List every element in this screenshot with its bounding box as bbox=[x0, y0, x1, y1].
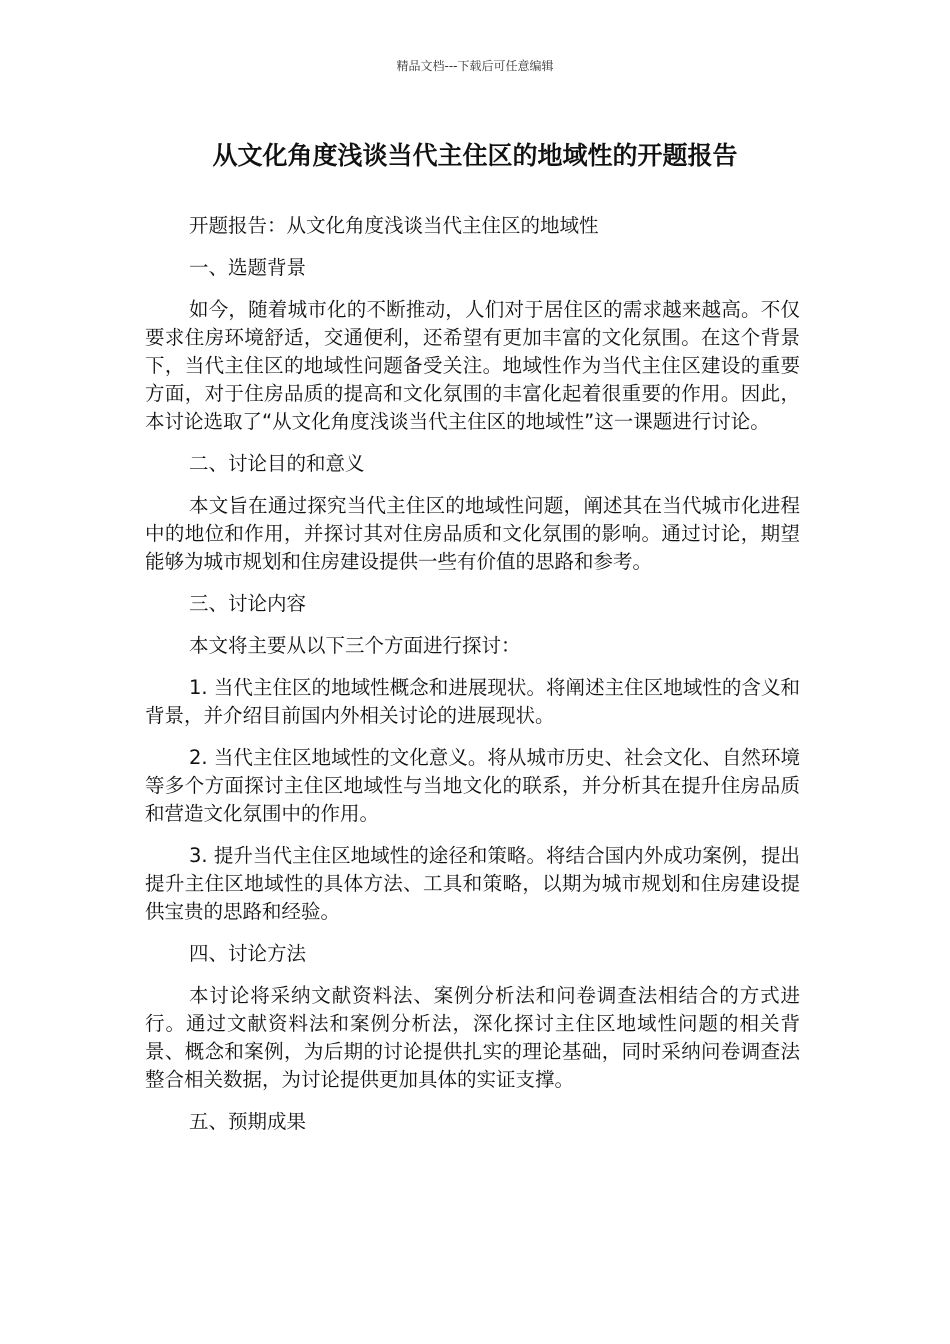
list-item-content-2: 2. 当代主住区地域性的文化意义。将从城市历史、社会文化、自然环境等多个方面探讨主住区地域性与当地文化的联系，并分析其在提升住房品质和营造文化氛围中的作用。 bbox=[145, 746, 800, 825]
paragraph-content-intro: 本文将主要从以下三个方面进行探讨： bbox=[189, 634, 521, 657]
section-heading-method: 四、讨论方法 bbox=[189, 942, 307, 965]
header-note: 精品文档---下载后可任意编辑 bbox=[396, 59, 554, 73]
section-heading-outcomes: 五、预期成果 bbox=[189, 1110, 307, 1133]
document-title: 从文化角度浅谈当代主住区的地域性的开题报告 bbox=[212, 141, 738, 170]
section-heading-background: 一、选题背景 bbox=[189, 256, 307, 279]
paragraph-purpose: 本文旨在通过探究当代主住区的地域性问题，阐述其在当代城市化进程中的地位和作用，并探讨其对住房品质和文化氛围的影响。通过讨论，期望能够为城市规划和住房建设提供一些有价值的思路和参考。 bbox=[145, 494, 800, 573]
section-heading-content: 三、讨论内容 bbox=[189, 592, 307, 615]
section-heading-purpose: 二、讨论目的和意义 bbox=[189, 452, 365, 475]
paragraph-background: 如今，随着城市化的不断推动，人们对于居住区的需求越来越高。不仅要求住房环境舒适，交通便利，还希望有更加丰富的文化氛围。在这个背景下，当代主住区的地域性问题备受关注。地域性作为当代主住区建设的重要方面，对于住房品质的提高和文化氛围的丰富化起着很重要的作用。因此，本讨论选取了“从文化角度浅谈当代主住区的地域性”这一课题进行讨论。 bbox=[145, 298, 800, 433]
list-item-content-3: 3. 提升当代主住区地域性的途径和策略。将结合国内外成功案例，提出提升主住区地域性的具体方法、工具和策略，以期为城市规划和住房建设提供宝贵的思路和经验。 bbox=[145, 844, 800, 923]
document-body bbox=[145, 212, 800, 1150]
intro-line: 开题报告：从文化角度浅谈当代主住区的地域性 bbox=[189, 214, 599, 237]
paragraph-method: 本讨论将采纳文献资料法、案例分析法和问卷调查法相结合的方式进行。通过文献资料法和案例分析法，深化探讨主住区地域性问题的相关背景、概念和案例，为后期的讨论提供扎实的理论基础，同时采纳问卷调查法整合相关数据，为讨论提供更加具体的实证支撑。 bbox=[145, 984, 800, 1091]
list-item-content-1: 1. 当代主住区的地域性概念和进展现状。将阐述主住区地域性的含义和背景，并介绍目前国内外相关讨论的进展现状。 bbox=[145, 676, 800, 727]
